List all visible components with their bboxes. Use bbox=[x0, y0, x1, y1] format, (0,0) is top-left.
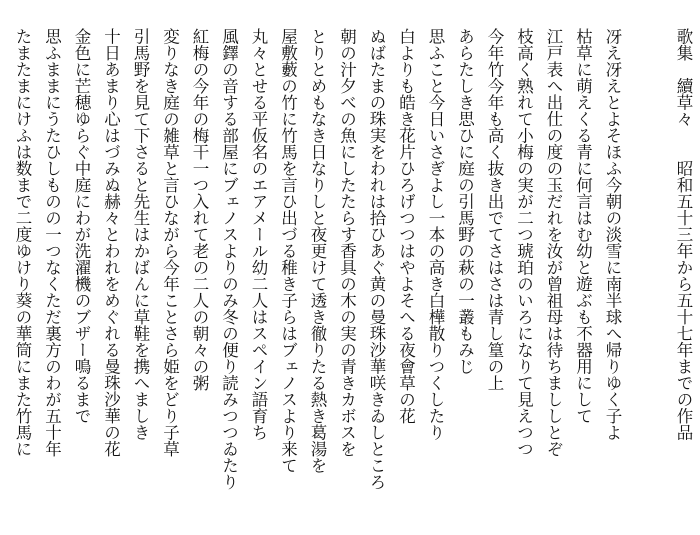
collection-period: 昭和五十三年から五十七年までの作品 bbox=[674, 160, 693, 441]
poem-column: たまたまにけふは数まで二度ゆけり葵の華筒にまた竹馬に bbox=[13, 28, 32, 457]
poem-column: 枯草に萌えくる青に何言はむ幼と遊ぶも不器用にして bbox=[573, 28, 593, 424]
poem-column: 風鐸の音する部屋にブェノスよりのみ冬の便り読みつつゐたり bbox=[219, 28, 239, 490]
collection-title: 歌集 續草々 bbox=[674, 28, 693, 127]
poem-column: 十日あまり心はづみぬ赫々とわれをめぐれる曼珠沙華の花 bbox=[101, 28, 121, 457]
poem-column: 冴え冴えとよそほふ今朝の淡雪に南半球へ帰りゆく子よ bbox=[603, 28, 622, 441]
poem-column: とりとめもなき日なりしと夜更けて透き徹りたる熱き葛湯を bbox=[308, 28, 327, 474]
poem-column: 朝の汁夕べの魚にしたたらす香具の木の実の青きカボスを bbox=[337, 28, 357, 457]
poem-column: 思ふこと今日いさぎよし一本の高き白樺散りつくしたり bbox=[426, 28, 445, 441]
poem-column: 江戸表へ出仕の度の玉だれを汝が曾祖母は待ちまししとぞ bbox=[544, 28, 563, 457]
poem-column: 引馬野を見て下さると先生はかばんに草鞋を携へましき bbox=[131, 28, 150, 441]
poem-column: ぬばたまの珠実をわれは拾ひあぐ黄の曼珠沙華咲きゐしところ bbox=[367, 28, 386, 490]
poem-column: 丸々とせる平仮名のエアメール幼二人はスペイン語育ち bbox=[249, 28, 268, 441]
poem-column: 変りなき庭の雑草と言ひながら今年ことさら姫をどり子草 bbox=[160, 28, 180, 457]
poem-column: 白よりも皓き花片ひろげつつはやよそへる夜會草の花 bbox=[396, 28, 416, 424]
poem-column: 思ふままにうたひしものの一つなくただ裏方のわが五十年 bbox=[42, 28, 62, 457]
poem-column: 屋敷藪の竹に竹馬を言ひ出づる稚き子らはブェノスより来て bbox=[278, 28, 298, 474]
poem-column: あらたしき思ひに庭の引馬野の萩の一叢もみじ bbox=[455, 28, 475, 375]
poem-column: 紅梅の今年の梅干一つ入れて老の二人の朝々の粥 bbox=[190, 28, 209, 391]
title-column bbox=[669, 28, 699, 528]
poem-column: 金色に芒穂ゆらぐ中庭にわが洗濯機のブザー鳴るまで bbox=[72, 28, 91, 424]
vertical-text-page bbox=[8, 28, 699, 528]
poem-column: 今年竹今年も高く抜き出でてさはさは青し篁の上 bbox=[485, 28, 504, 391]
poem-column: 枝高く熟れて小梅の実が二つ琥珀のいろになりて見えつつ bbox=[514, 28, 534, 457]
